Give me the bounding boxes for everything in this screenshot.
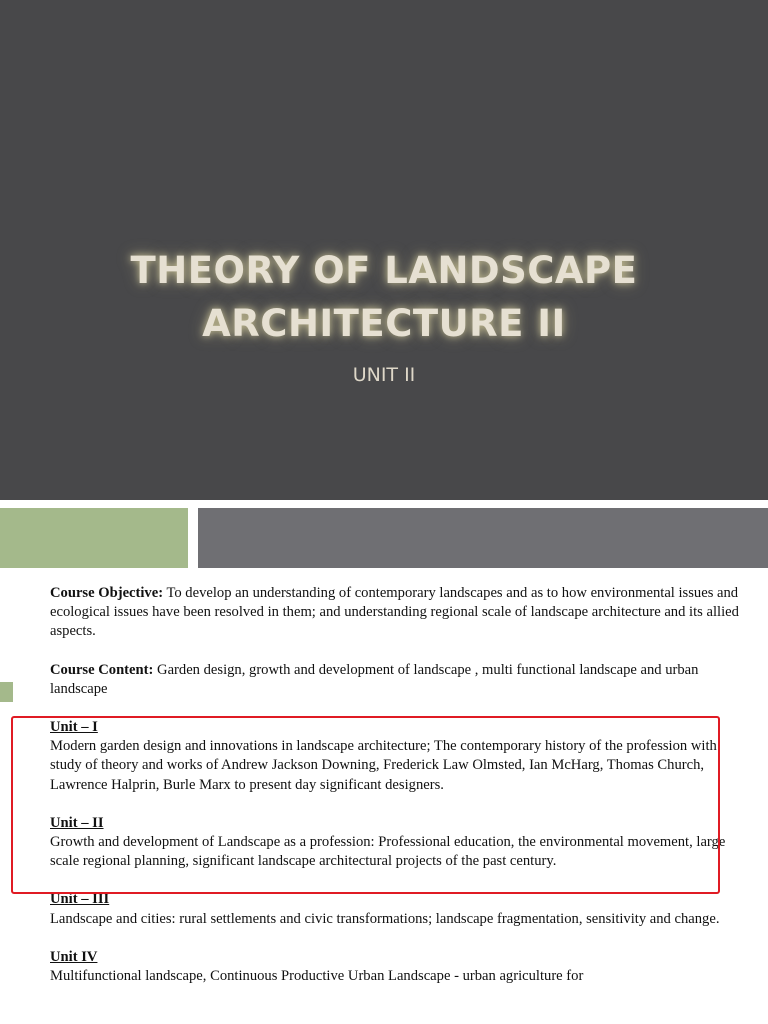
title-slide xyxy=(0,0,768,500)
unit-3-text: Landscape and cities: rural settlements and civic transformations; landscape fragmentation, sensitivity and change. xyxy=(50,910,720,927)
unit-2-heading: Unit – II xyxy=(50,814,104,831)
highlight-box xyxy=(11,716,720,894)
course-objective xyxy=(50,584,740,642)
unit-3 xyxy=(50,890,740,928)
unit-1-text: Modern garden design and innovations in landscape architecture; The contemporary history of the profession with study of theory and works of Andrew Jackson Downing, Frederick Law Olmsted, Ian McHarg, Thomas Church, Lawrence Halprin, Burle Marx to present day significant designers. xyxy=(50,738,717,793)
course-objective-text: To develop an understanding of contemporary landscapes and as to how environmental issues and ecological issues have been resolved in them; and understanding regional scale of landscape architecture and its allied aspects. xyxy=(50,585,739,640)
unit-1-heading: Unit – I xyxy=(50,719,98,736)
accent-bar-gray xyxy=(198,508,768,568)
slide-title xyxy=(0,244,768,350)
unit-4-heading: Unit IV xyxy=(50,948,98,965)
course-objective-label: Course Objective: xyxy=(50,585,164,601)
slide-subtitle: UNIT II xyxy=(352,364,416,386)
course-content-label: Course Content: xyxy=(50,661,154,678)
side-marker xyxy=(0,682,13,702)
course-content xyxy=(50,661,740,699)
unit-4 xyxy=(50,948,740,986)
slide-title-line-1: THEORY OF LANDSCAPE xyxy=(130,249,638,292)
course-content-text: Garden design, growth and development of landscape , multi functional landscape and urban landscape xyxy=(50,661,699,697)
unit-2-text: Growth and development of Landscape as a profession: Professional education, the environmental movement, large scale regional planning, significant landscape architectural projects of the past century. xyxy=(50,834,726,870)
slide-title-line-2: ARCHITECTURE II xyxy=(202,302,566,345)
unit-3-heading: Unit – III xyxy=(50,891,110,908)
unit-4-text: Multifunctional landscape, Continuous Productive Urban Landscape - urban agriculture for xyxy=(50,968,584,985)
accent-bar-green xyxy=(0,508,188,568)
